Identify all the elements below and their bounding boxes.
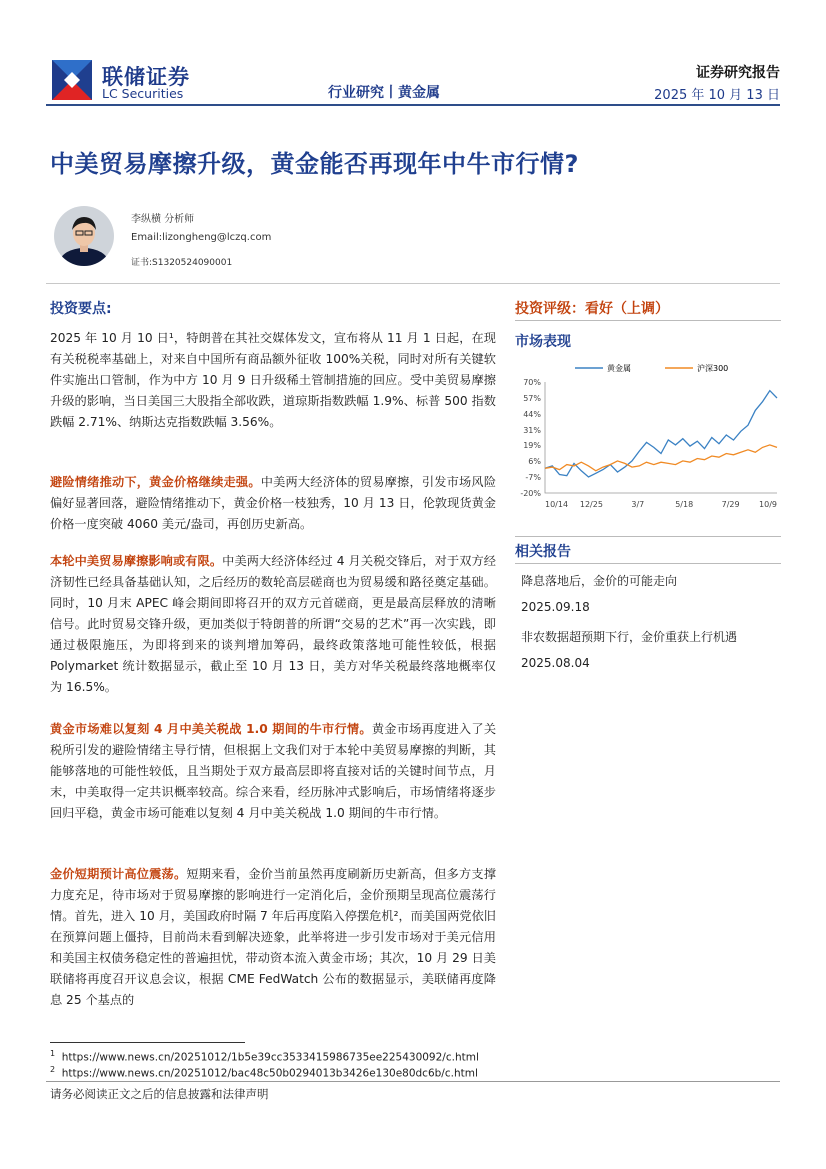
footnote-2 — [50, 1065, 478, 1080]
footnote-marker: 1 — [50, 1049, 56, 1058]
brand-name-en: LC Securities — [102, 86, 184, 101]
related-heading: 相关报告 — [515, 544, 571, 560]
series-line-gold — [545, 391, 777, 477]
x-tick-label: 7/29 — [721, 500, 740, 509]
report-title: 中美贸易摩擦升级，黄金能否再现年中牛市行情? — [50, 150, 579, 178]
disclaimer-footer: 请务必阅读正文之后的信息披露和法律声明 — [50, 1087, 269, 1101]
related-divider-top — [515, 536, 781, 537]
y-tick-label: -7% — [525, 472, 541, 482]
footnote-divider — [50, 1042, 245, 1043]
company-logo — [52, 60, 92, 100]
paragraph-4 — [50, 719, 496, 824]
y-tick-label: 6% — [528, 456, 541, 466]
brand-name-cn: 联储证券 — [102, 65, 190, 89]
related-report-date: 2025.08.04 — [521, 656, 590, 670]
paragraph-2-lead: 避险情绪推动下，黄金价格继续走强。 — [50, 475, 261, 489]
header-divider — [46, 104, 780, 106]
footnote-marker: 2 — [50, 1065, 56, 1074]
related-divider — [515, 563, 781, 564]
paragraph-4-lead: 黄金市场难以复刻 4 月中美关税战 1.0 期间的牛市行情。 — [50, 722, 372, 736]
legend-label-gold: 黄金属 — [607, 364, 631, 373]
market-chart — [515, 356, 787, 516]
related-report-date: 2025.09.18 — [521, 600, 590, 614]
paragraph-3-lead: 本轮中美贸易摩擦影响或有限。 — [50, 554, 223, 568]
footnote-url[interactable]: https://www.news.cn/20251012/1b5e39cc3533415986735ee225430092/c.html — [61, 1051, 479, 1064]
x-tick-label: 12/25 — [579, 500, 603, 509]
chart-legend — [575, 363, 728, 373]
y-tick-label: 31% — [523, 426, 541, 436]
market-heading: 市场表现 — [515, 334, 571, 350]
y-tick-label: 44% — [523, 410, 541, 420]
x-tick-label: 3/7 — [631, 500, 645, 509]
legend-label-hs300: 沪深300 — [697, 364, 729, 373]
analyst-certificate: 证书:S1320524090001 — [131, 258, 233, 268]
industry-label: 行业研究丨黄金属 — [328, 85, 440, 101]
y-tick-label: 19% — [523, 440, 541, 450]
paragraph-5-text: 短期来看，金价当前虽然再度刷新历史新高，但多方支撑力度充足，待市场对于贸易摩擦的影响进行一定消化后，金价预期呈现高位震荡行情。首先，进入 10 月，美国政府时隔 7 年后再度陷入停摆危机²，而美国两党依旧在预算问题上僵持，目前尚未看到解决迹象，此举将进一步引发市场对于美元信用和美国主权债务稳定性的普遍担忧，带动资本流入黄金市场；其次，10 月 29 日美联储将再度召开议息会议，根据 CME FedWatch 公布的数据显示，美联储再度降息 25 个基点的 — [50, 867, 497, 1007]
key-points-heading: 投资要点: — [50, 301, 112, 317]
related-report-title[interactable]: 降息落地后，金价的可能走向 — [521, 574, 678, 588]
footnote-1 — [50, 1049, 479, 1064]
x-tick-label: 5/18 — [675, 500, 694, 509]
analyst-avatar — [54, 206, 114, 266]
paragraph-2 — [50, 472, 496, 535]
investment-rating: 投资评级：看好（上调） — [515, 301, 669, 317]
paragraph-2-text: 中美两大经济体的贸易摩擦，引发市场风险偏好显著回落，避险情绪推动下，黄金价格一枝独秀，10 月 13 日，伦敦现货黄金价格一度突破 4060 美元/盎司，再创历史新高。 — [50, 475, 497, 531]
x-tick-label: 10/9 — [759, 500, 777, 509]
x-tick-label: 10/14 — [545, 500, 569, 509]
y-tick-label: 57% — [523, 394, 541, 404]
footer-divider — [46, 1081, 780, 1082]
section-divider — [46, 283, 780, 284]
paragraph-1 — [50, 328, 496, 433]
paragraph-5 — [50, 864, 496, 1011]
analyst-name: 李纵横 分析师 — [131, 214, 195, 225]
paragraph-1-text: 2025 年 10 月 10 日¹，特朗普在其社交媒体发文，宣布将从 11 月 1 日起，在现有关税税率基础上，对来自中国所有商品额外征收 100%关税，同时对所有关键软件实施出口管制，作为中方 10 月 9 日升级稀土管制措施的回应。受中美贸易摩擦升级的影响，当日美国三大股指全部收跌，道琼斯指数跌幅 1.9%、标普 500 指数跌幅 2.71%、纳斯达克指数跌幅 3.56%。 — [50, 331, 496, 429]
analyst-email[interactable]: Email:lizongheng@lczq.com — [131, 232, 272, 243]
report-type: 证券研究报告 — [696, 65, 780, 81]
related-report-title[interactable]: 非农数据超预期下行，金价重获上行机遇 — [521, 630, 738, 644]
y-tick-label: 70% — [523, 378, 541, 387]
report-date: 2025 年 10 月 13 日 — [654, 88, 780, 103]
paragraph-4-text: 黄金市场再度进入了关税所引发的避险情绪主导行情，但根据上文我们对于本轮中美贸易摩擦的判断，其能够落地的可能性较低，且当期处于双方最高层即将直接对话的关键时间节点，月末，中美取得一定共识概率较高。综合来看，经历脉冲式影响后，市场情绪将逐步回归平稳，黄金市场可能难以复刻 4 月中美关税战 1.0 期间的牛市行情。 — [50, 722, 497, 820]
paragraph-5-lead: 金价短期预计高位震荡。 — [50, 867, 187, 881]
y-tick-label: -20% — [520, 489, 541, 498]
footnote-url[interactable]: https://www.news.cn/20251012/bac48c50b0294013b3426e130e80dc6b/c.html — [61, 1067, 478, 1080]
market-chart-svg — [515, 356, 787, 516]
rating-divider — [515, 320, 781, 321]
paragraph-3-text: 中美两大经济体经过 4 月关税交锋后，对于双方经济韧性已经具备基础认知，之后经历的数轮高层磋商也为贸易缓和路径奠定基础。同时，10 月末 APEC 峰会期间即将召开的双方元首磋商，更是最高层释放的清晰信号。此时贸易交锋升级，更加类似于特朗普的所谓“交易的艺术”再一次实践，即通过极限施压，为即将到来的谈判增加筹码，最终政策落地可能性较低，根据 Polymarket 统计数据显示，截止至 10 月 13 日，美方对华关税最终落地概率仅为 16.5%。 — [50, 554, 496, 694]
paragraph-3 — [50, 551, 496, 698]
series-line-hs300 — [545, 445, 777, 471]
chart-axes — [545, 382, 777, 493]
